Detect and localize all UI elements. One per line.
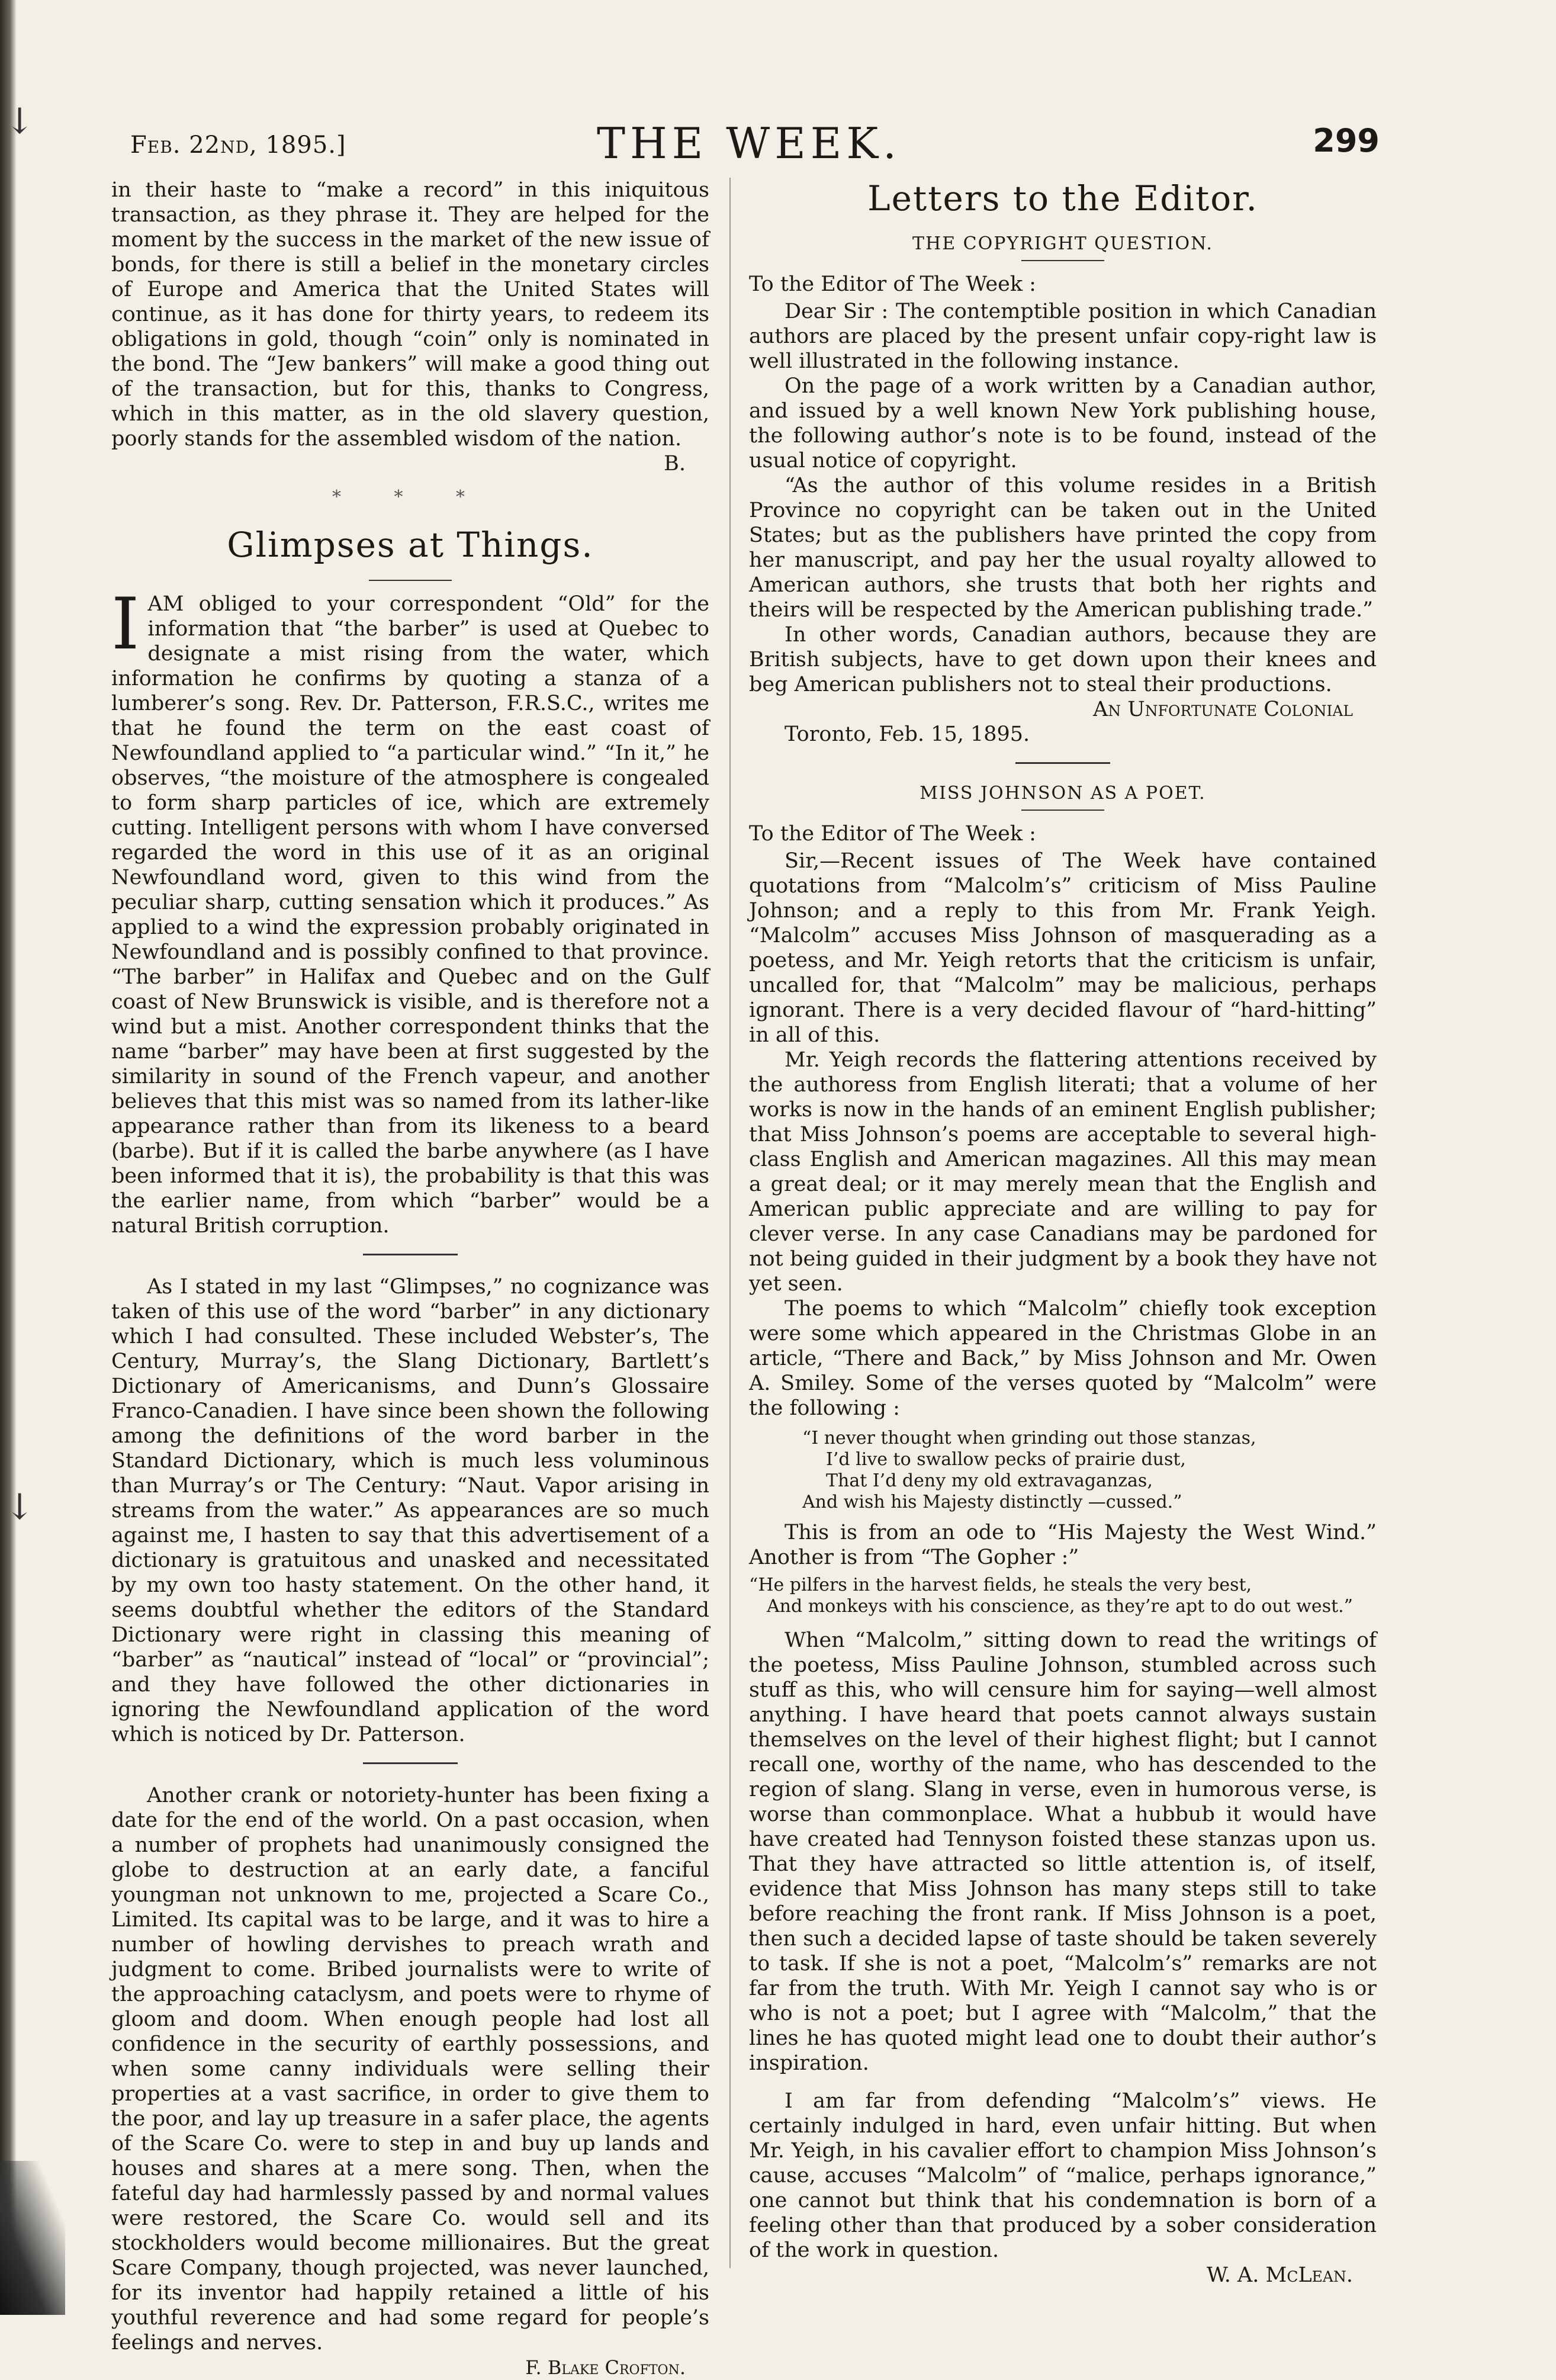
title-rule xyxy=(369,580,452,581)
scan-edge-bottom xyxy=(0,2161,65,2315)
quote-line: “He pilfers in the harvest fields, he steals the very best, xyxy=(749,1575,1252,1595)
column-divider xyxy=(729,178,731,2268)
poem-line: And wish his Majesty distinctly —cussed.” xyxy=(802,1492,1182,1512)
scan-edge-left xyxy=(0,0,17,2315)
crofton-signature: F. Blake Crofton. xyxy=(525,2356,686,2379)
johnson-salutation: To the Editor of The Week : xyxy=(749,822,1036,846)
colonial-signature: An Unfortunate Colonial xyxy=(1092,698,1353,721)
heading-rule xyxy=(1021,810,1104,811)
johnson-paragraph-4: This is from an ode to “His Majesty the West Wind.” Another is from “The Gopher :” xyxy=(749,1521,1377,1569)
header-title: THE WEEK. xyxy=(596,118,902,168)
quote-line: And monkeys with his conscience, as they’re apt to do out west.” xyxy=(767,1596,1354,1617)
glimpses-paragraph-1-text: AM obliged to your correspondent “Old” for the information that “the barber” is used at Quebec to designate a mist rising from the water, which information he confirms by quoting a stanza of a lumberer’s song. Rev. Dr. Patterson, F.R.S.C., writes me that he found the term on the east coast of Newfoundland applied to “a particular wind.” “In it,” he observes, “the moisture of the atmosphere is congealed to form sharp particles of ice, which are extremely cutting. Intelligent persons with whom I have conversed regarded the word in this use of it as an original Newfoundland word, given to this wind from the peculiar sharp, cutting sensation which it produces.” As applied to a wind the expression probably originated in Newfoundland and is possibly confined to that province. “The barber” in Halifax and Quebec and on the Gulf coast of New Brunswick is visible, and is therefore not a wind but a mist. Another correspondent thinks that the name “barber” may have been at first suggested by the similarity in sound of the French vapeur, and another believes that this mist was so named from its lather-like appearance rather than from its likeness to a beard (barbe). But if it is called the barbe anywhere (as I have been informed that it is), the probability is that this was the earlier name, from which “barber” would be a natural British corruption. xyxy=(111,592,709,1238)
copyright-dateline: Toronto, Feb. 15, 1895. xyxy=(785,722,1030,746)
copyright-salutation: To the Editor of The Week : xyxy=(749,272,1036,296)
glimpses-title: Glimpses at Things. xyxy=(227,525,594,565)
margin-mark-middle: ↓ xyxy=(5,1486,35,1528)
page-number: 299 xyxy=(1313,122,1380,159)
section-rule xyxy=(363,1254,458,1255)
separator-asterisks: * * * xyxy=(332,487,489,508)
poem-line: “I never thought when grinding out those stanzas, xyxy=(802,1428,1256,1448)
glimpses-paragraph-1 xyxy=(111,583,709,1238)
dropcap: I xyxy=(111,583,140,666)
intro-paragraph: in their haste to “make a record” in this iniquitous transaction, as they phrase it. They are helped for the moment by the success in the market of the new issue of bonds, for there is still a belief in the monetary circles of Europe and America that the United States will continue, as it has done for thirty years, to redeem its obligations in gold, though “coin” only is nominated in the bond. The “Jew bankers” will make a good thing out of the transaction, but for this, thanks to Congress, which in this matter, as in the old slavery question, poorly stands for the assembled wisdom of the nation. xyxy=(111,178,709,451)
johnson-paragraph-6: I am far from defending “Malcolm’s” views. He certainly indulged in hard, even unfair hitting. But when Mr. Yeigh, in his cavalier effort to champion Miss Johnson’s cause, accuses “Malcolm” of “malice, perhaps ignorance,” one cannot but think that his condemnation is born of a feeling other than that produced by a sober consideration of the work in question. xyxy=(749,2089,1377,2262)
johnson-paragraph-1: Sir,—Recent issues of The Week have contained quotations from “Malcolm’s” criticism of Miss Pauline Johnson; and a reply to this from Mr. Frank Yeigh. “Malcolm” accuses Miss Johnson of masquerading as a poetess, and Mr. Yeigh retorts that the criticism is unfair, uncalled for, that “Malcolm” may be malicious, perhaps ignorant. There is a very decided flavour of “hard-hitting” in all of this. xyxy=(749,849,1377,1047)
quoted-poem xyxy=(802,1428,1377,1513)
letters-title: Letters to the Editor. xyxy=(867,178,1258,219)
johnson-paragraph-5: When “Malcolm,” sitting down to read the writings of the poetess, Miss Pauline Johnson, stumbled across such stuff as this, who will censure him for saying—well almost anything. I have heard that poets cannot always sustain themselves on the level of their highest flight; but I cannot recall one, worthy of the name, who has descended to the region of slang. Slang in verse, even in humorous verse, is worse than commonplace. What a hubbub it would have have created had Tennyson foisted these stanzas upon us. That they have attracted so little attention is, of itself, evidence that Miss Johnson has many steps still to take before reaching the front rank. If Miss Johnson is a poet, then such a decided lapse of taste should be taken severely to task. If she is not a poet, “Malcolm’s” remarks are not far from the truth. With Mr. Yeigh I cannot say who is or who is not a poet; but I agree with “Malcolm,” that the lines he has quoted might lead one to doubt their author’s inspiration. xyxy=(749,1629,1377,2075)
johnson-paragraph-3: The poems to which “Malcolm” chiefly took exception were some which appeared in the Christmas Globe in an article, “There and Back,” by Miss Johnson and Mr. Owen A. Smiley. Some of the verses quoted by “Malcolm” were the following : xyxy=(749,1297,1377,1420)
right-column xyxy=(749,178,1377,2288)
letters-rule xyxy=(1015,762,1110,764)
left-column xyxy=(111,178,709,2380)
copyright-paragraph-1: Dear Sir : The contemptible position in which Canadian authors are placed by the present unfair copy-right law is well illustrated in the following instance. xyxy=(749,300,1377,373)
intro-signature: B. xyxy=(664,452,686,476)
page-header xyxy=(118,118,1380,172)
copyright-paragraph-4: In other words, Canadian authors, because they are British subjects, have to get down upon their knees and beg American publishers not to steal their productions. xyxy=(749,623,1377,696)
heading-rule xyxy=(1021,260,1104,261)
copyright-heading: THE COPYRIGHT QUESTION. xyxy=(912,233,1213,254)
section-rule xyxy=(363,1762,458,1764)
header-date: Feb. 22nd, 1895.] xyxy=(130,131,346,159)
glimpses-paragraph-3: Another crank or notoriety-hunter has been fixing a date for the end of the world. On a past occasion, when a number of prophets had unanimously consigned the globe to destruction at an early date, a fanciful youngman not unknown to me, projected a Scare Co., Limited. Its capital was to be large, and it was to hire a number of howling dervishes to preach wrath and judgment to come. Bribed journalists were to write of the approaching cataclysm, and poets were to rhyme of gloom and doom. When enough people had lost all confidence in the security of earthly possessions, and when some canny individuals were selling their properties at a vast sacrifice, in order to give them to the poor, and lay up treasure in a safer place, the agents of the Scare Co. were to step in and buy up lands and houses and shares at a mere song. Then, when the fateful day had harmlessly passed by and normal values were restored, the Scare Co. would sell and its stockholders would become millionaires. But the great Scare Company, though projected, was never launched, for its inventor had happily retained a little of his youthful reverence and had some regard for people’s feelings and nerves. xyxy=(111,1784,709,2355)
gopher-quote xyxy=(749,1575,1377,1617)
johnson-paragraph-2: Mr. Yeigh records the flattering attentions received by the authoress from English literati; that a volume of her works is now in the hands of an eminent English publisher; that Miss Johnson’s poems are acceptable to several high-class English and American magazines. All this may mean a great deal; or it may merely mean that the English and American public appreciate and are willing to pay for clever verse. In any case Canadians may be pardoned for not being guided in their judgment by a book they have not yet seen. xyxy=(749,1048,1377,1296)
margin-mark-top: ↓ xyxy=(5,101,35,142)
copyright-paragraph-2: On the page of a work written by a Canadian author, and issued by a well known New York publishing house, the following author’s note is to be found, instead of the usual notice of copyright. xyxy=(749,374,1377,473)
copyright-paragraph-3: “As the author of this volume resides in a British Province no copyright can be taken out in the United States; but as the publishers have printed the copy from her manuscript, and pay her the usual royalty allowed to American authors, she trusts that both her rights and theirs will be respected by the American publishing trade.” xyxy=(749,474,1377,622)
glimpses-paragraph-2: As I stated in my last “Glimpses,” no cognizance was taken of this use of the word “barber” in any dictionary which I had consulted. These included Webster’s, The Century, Murray’s, the Slang Dictionary, Bartlett’s Dictionary of Americanisms, and Dunn’s Glossaire Franco-Canadien. I have since been shown the following among the definitions of the word barber in the Standard Dictionary, which is much less voluminous than Murray’s or The Century: “Naut. Vapor arising in streams from the water.” As appearances are so much against me, I hasten to say that this advertisement of a dictionary is gratuitous and unasked and necessitated by my own too hasty statement. On the other hand, it seems doubtful whether the editors of the Standard Dictionary were right in classing this meaning of “barber” as “nautical” instead of “local” or “provincial”; and they have followed the other dictionaries in ignoring the Newfoundland application of the word which is noticed by Dr. Patterson. xyxy=(111,1275,709,1746)
poem-line: That I’d deny my old extravaganzas, xyxy=(826,1470,1153,1491)
johnson-heading: MISS JOHNSON AS A POET. xyxy=(920,783,1206,804)
poem-line: I’d live to swallow pecks of prairie dust, xyxy=(826,1449,1186,1470)
mclean-signature: W. A. McLean. xyxy=(1206,2263,1353,2287)
